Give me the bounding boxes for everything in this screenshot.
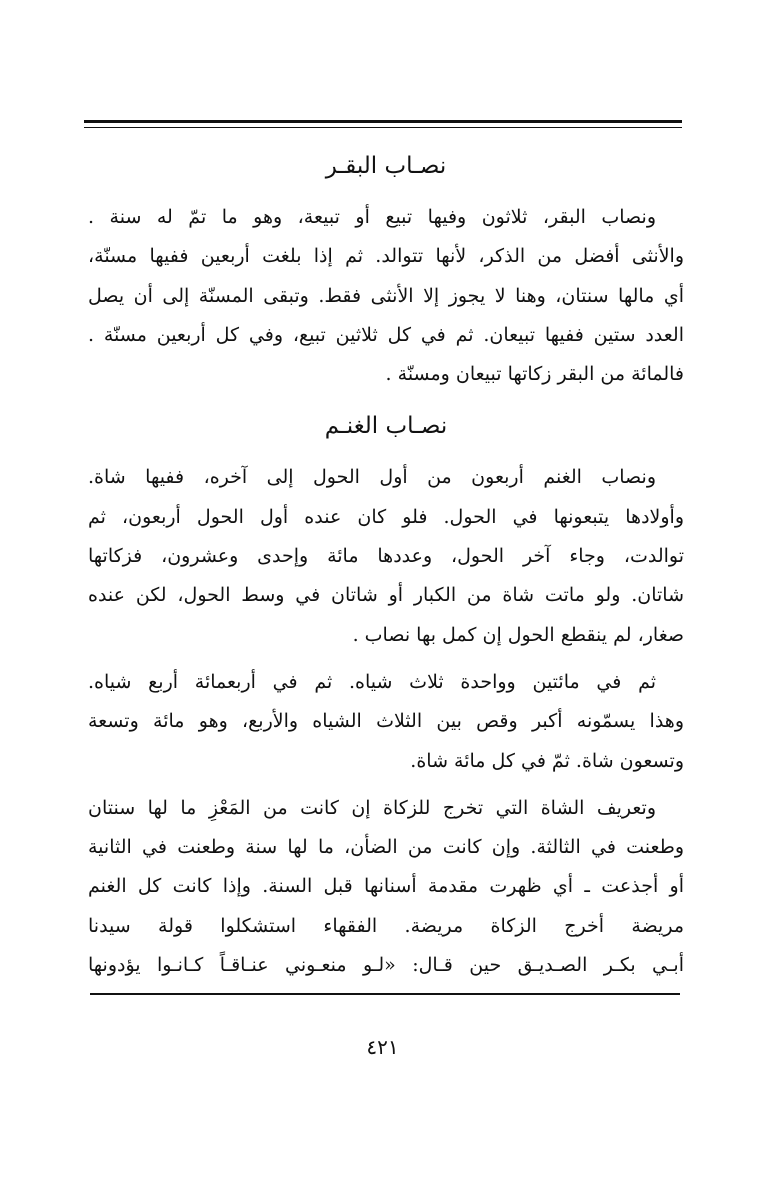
text-line: شاتان. ولو ماتت شاة من الكبار أو شاتان في وسط الحول، لكن عنده: [88, 584, 684, 607]
text-line: وتعريف الشاة التي تخرج للزكاة إن كانت من المَعْزِ ما لها سنتان: [88, 796, 656, 819]
heading-sheep-nisab: نصـاب الغنـم: [324, 413, 448, 440]
top-double-rule-thin: [84, 127, 682, 128]
text-line: وأولادها يتبعونها في الحول. فلو كان عنده أول الحول أربعون، ثم: [88, 505, 684, 528]
paragraph-sheep-2: [88, 663, 684, 781]
text-line: وتسعون شاة. ثمّ في كل مائة شاة.: [410, 749, 684, 772]
text-line: أي مالها سنتان، وهنا لا يجوز إلا الأنثى فقط. وتبقى المسنّة إلى أن يصل: [88, 284, 684, 307]
paragraph-cattle: [88, 198, 684, 394]
text-line: فالمائة من البقر زكاتها تبيعان ومسنّة .: [385, 363, 684, 386]
text-line: ونصاب البقر، ثلاثون وفيها تبيع أو تبيعة، وهو ما تمّ له سنة .: [88, 206, 656, 228]
bottom-rule: [90, 993, 680, 995]
page-number: ٤٢١: [366, 1035, 399, 1059]
top-double-rule-thick: [84, 120, 682, 123]
text-line: أو أجذعت ـ أي ظهرت مقدمة أسنانها قبل السنة. وإذا كانت كل الغنم: [88, 875, 684, 898]
heading-cattle-nisab: نصـاب البقـر: [325, 153, 447, 179]
text-line: وطعنت في الثالثة. وإن كانت من الضأن، ما لها سنة وطعنت في الثانية: [88, 836, 684, 859]
page-body: [88, 140, 684, 985]
text-line: صغار، لم ينقطع الحول إن كمل بها نصاب .: [352, 623, 684, 646]
text-line: ونصاب الغنم أربعون من أول الحول إلى آخره، ففيها شاة.: [88, 466, 656, 489]
text-line: مريضة أخرج الزكاة مريضة. الفقهاء استشكلوا قولة سيدنا: [88, 914, 684, 937]
paragraph-sheep-1: [88, 458, 684, 654]
text-line: ثم في مائتين وواحدة ثلاث شياه. ثم في أربعمائة أربع شياه.: [88, 670, 656, 693]
text-line: العدد ستين ففيها تبيعان. ثم في كل ثلاثين تبيع، وفي كل أربعين مسنّة .: [88, 323, 684, 346]
paragraph-sheep-3: [88, 789, 684, 985]
text-line: توالدت، وجاء آخر الحول، وعددها مائة وإحدى وعشرون، فزكاتها: [88, 545, 684, 568]
text-line: والأنثى أفضل من الذكر، لأنها تتوالد. ثم إذا بلغت أربعين ففيها مسنّة،: [88, 245, 684, 268]
text-line: أبـي بكـر الصـديـق حين قـال: «لـو منعـوني عنـاقـاً كـانـوا يؤدونها: [88, 954, 684, 977]
text-line: وهذا يسمّونه أكبر وقص بين الثلاث الشياه والأربع، وهو مائة وتسعة: [88, 710, 684, 733]
